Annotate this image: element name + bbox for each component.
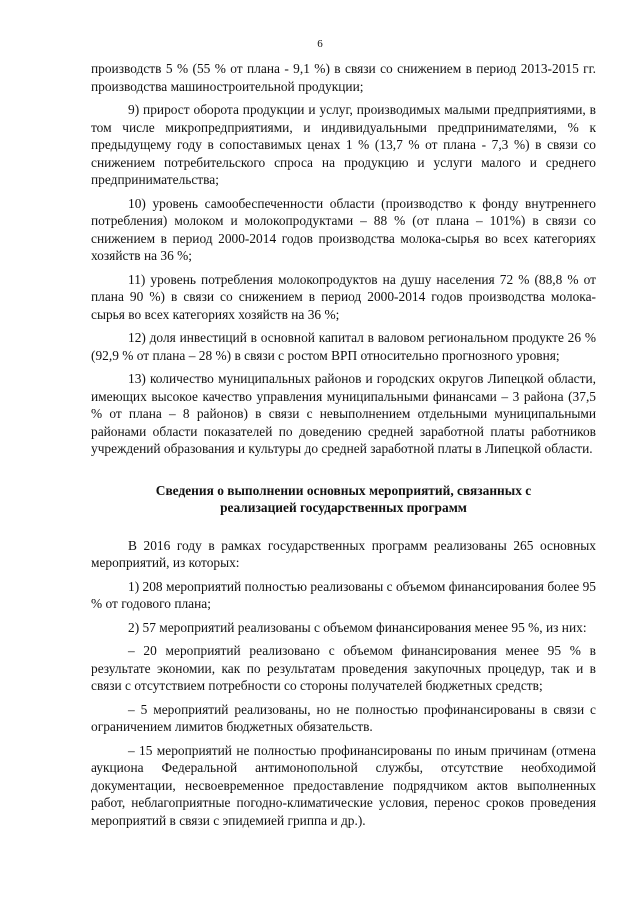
paragraph: 10) уровень самообеспеченности области (производство к фонду внутреннего потребления) молоком и молокопродуктами – 88 % (от плана – 101%) в связи со снижением в период 2000-2014 годов производства молока-сырья во всех категориях хозяйств на 36 %; [91,195,596,263]
document-body [91,60,596,835]
dash-list-item: – 15 мероприятий не полностью профинансированы по иным причинам (отмена аукциона Федеральной антимонопольной службы, отсутствие необходимой документации, несвоевременное предоставление подрядчиком актов выполненных работ, неблагоприятные погодно-климатические условия, перенос сроков проведения мероприятий в связи с эпидемией гриппа и др.). [91,742,596,828]
paragraph: 11) уровень потребления молокопродуктов на душу населения 72 % (88,8 % от плана 90 %) в связи со снижением в период 2000-2014 годов производства молока-сырья во всех категориях хозяйств на 36 %; [91,271,596,322]
paragraph: 9) прирост оборота продукции и услуг, производимых малыми предприятиями, в том числе микропредприятиями, и индивидуальными предпринимателями, % к предыдущему году в сопоставимых ценах 1 % (13,7 % от плана - 7,3 %) в связи со снижением потребительского спроса на продукцию и услуги малого и среднего предпринимательства; [91,102,596,187]
dash-list-item: – 20 мероприятий реализовано с объемом финансирования менее 95 % в результате экономии, как по результатам проведения закупочных процедур, так и в связи с отсутствием потребности со стороны получателей бюджетных средств; [91,643,596,693]
paragraph: 13) количество муниципальных районов и городских округов Липецкой области, имеющих высокое качество управления муниципальными финансами – 3 района (37,5 % от плана – 8 районов) в связи с невыполнением отдельными муниципальными районами области показателей по доведению средней заработной платы работников учреждений образования и культуры до средней заработной платы в Липецкой области. [91,371,596,456]
paragraph: В 2016 году в рамках государственных программ реализованы 265 основных мероприятий, из которых: [91,537,596,570]
paragraph: производств 5 % (55 % от плана - 9,1 %) в связи со снижением в период 2013-2015 гг. производства машиностроительной продукции; [91,61,596,94]
dash-list-item: – 5 мероприятий реализованы, но не полностью профинансированы в связи с ограничением лимитов бюджетных обязательств. [91,701,596,734]
page-number: 6 [317,38,323,50]
section-heading [91,482,596,517]
section-heading-line: Сведения о выполнении основных мероприятий, связанных с [155,482,532,498]
paragraph: 12) доля инвестиций в основной капитал в валовом региональном продукте 26 % (92,9 % от плана – 28 %) в связи с ростом ВРП относительно прогнозного уровня; [91,330,596,363]
indicators-list [91,60,596,458]
paragraph: 2) 57 мероприятий реализованы с объемом финансирования менее 95 %, из них: [128,619,587,635]
paragraph: 1) 208 мероприятий полностью реализованы с объемом финансирования более 95 % от годового плана; [91,578,596,611]
measures-section [91,537,596,830]
section-heading-line: реализацией государственных программ [220,500,467,515]
